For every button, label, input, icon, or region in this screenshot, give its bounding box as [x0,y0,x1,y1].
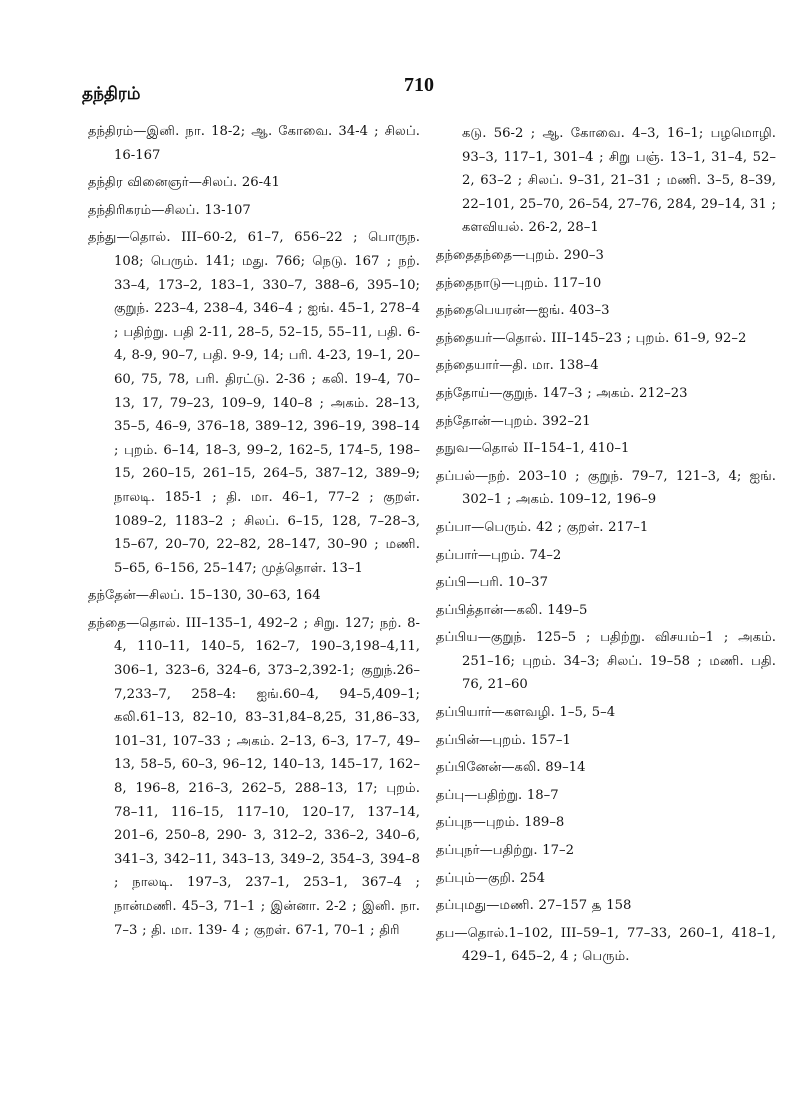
running-head: தந்திரம் [82,84,141,104]
index-entry: தப்பல்—நற். 203–10 ; குறுந். 79–7, 121–3, 4; ஐங். 302–1 ; அகம். 109–12, 196–9 [436,468,776,508]
index-entry: தந்தோன்—புறம். 392–21 [436,413,591,429]
index-entry: தப்பித்தான்—கலி. 149–5 [436,602,588,618]
index-entry: தப்பார்—புறம். 74–2 [436,547,562,563]
index-entry: தந்தேன்—சிலப். 15–130, 30–63, 164 [88,588,321,604]
index-entry: தப—தொல்.1–102, III–59–1, 77–33, 260–1, 418–1, 429–1, 645–2, 4 ; பெரும். [436,925,776,965]
index-entry-continuation: கடு. 56-2 ; ஆ. கோவை. 4–3, 16–1; பழமொழி. 93–3, 117–1, 301–4 ; சிறு பஞ். 13–1, 31–4, 52–2, 63–2 ; சிலப். 9–31, 21–31 ; மணி. 3–5, 8–39, 22–101, 25–70, 26–54, 27–76, 284, 29–14, 31 ; களவியல். 26-2, 28–1 [462,126,776,236]
index-entry: தப்பா—பெரும். 42 ; குறள். 217–1 [436,519,649,535]
index-entry: தப்புமது—மணி. 27–157 ௲ 158 [436,898,632,914]
index-entry: தப்பிய—குறுந். 125–5 ; பதிற்று. விசயம்–1 ; அகம். 251–16; புறம். 34–3; சிலப். 19–58 ; மணி. பதி. 76, 21–60 [436,630,776,693]
page-number: 710 [404,74,434,96]
index-entry: தப்பியார்—களவழி. 1–5, 5–4 [436,705,616,721]
left-column [88,120,420,946]
index-entry: தந்தையார்—தி. மா. 138–4 [436,358,599,374]
index-entry: தந்தை—தொல். III–135–1, 492–2 ; சிறு. 127; நற். 8-4, 110–11, 140–5, 162–7, 190–3,198–4,11, 306–1, 323–6, 324–6, 373–2,392-1; குறுந்.26–7,233–7, 258–4: ஐங்.60–4, 94–5,409–1; கலி.61–13, 82–10, 83–31,84–8,25, 31,86–33, 101–31, 107–33 ; அகம். 2–13, 6–3, 17–7, 49–13, 58–5, 60–3, 96–12, 140–13, 145–17, 162–8, 196–8, 216–3, 262–5, 288–13, 17; புறம். 78–11, 116–15, 117–10, 120–17, 137–14, 201–6, 250–8, 290- 3, 312–2, 336–2, 340–6, 341–3, 342–11, 343–13, 349–2, 354–3, 394–8 ; நாலடி. 197–3, 237–1, 253–1, 367–4 ; நான்மணி. 45–3, 71–1 ; இன்னா. 2-2 ; இனி. நா. 7–3 ; தி. மா. 139- 4 ; குறள். 67-1, 70–1 ; திரி [88,615,420,938]
index-entry: தந்தையர்—தொல். III–145–23 ; புறம். 61–9, 92–2 [436,330,747,346]
index-entry: தந்திரம்—இனி. நா. 18-2; ஆ. கோவை. 34-4 ; சிலப். 16-167 [88,124,420,163]
right-column [436,122,776,973]
index-entry: தநுவ—தொல் II–154–1, 410–1 [436,441,630,457]
index-entry: தப்புந—புறம். 189–8 [436,815,565,831]
index-entry: தந்தோய்—குறுந். 147–3 ; அகம். 212–23 [436,385,688,401]
index-entry: தந்தைபெயரன்—ஐங். 403–3 [436,303,610,319]
index-entry: தந்தைநாடு—புறம். 117–10 [436,275,602,291]
index-entry: தப்பும்—குறி. 254 [436,870,546,886]
index-entry: தப்பின்—புறம். 157–1 [436,732,571,748]
index-entry: தப்பு—பதிற்று. 18–7 [436,787,559,803]
page-header [0,0,800,104]
index-entry: தப்புநர்—பதிற்று. 17–2 [436,843,575,859]
index-entry: தப்பி—பரி. 10–37 [436,575,548,591]
index-entry: தந்திரிகரம்—சிலப். 13-107 [88,202,251,218]
index-entry: தந்தைதந்தை—புறம். 290–3 [436,247,604,263]
index-entry: தந்து—தொல். III–60-2, 61–7, 656–22 ; பொருந. 108; பெரும். 141; மது. 766; நெடு. 167 ; நற். 33–4, 173–2, 183–1, 330–7, 388–6, 395–10; குறுந். 223–4, 238–4, 346–4 ; ஐங். 45–1, 278–4 ; பதிற்று. பதி 2-11, 28–5, 52–15, 55–11, பதி. 6-4, 8-9, 90–7, பதி. 9-9, 14; பரி. 4-23, 19–1, 20–60, 75, 78, பரி. திரட்டு. 2-36 ; கலி. 19–4, 70–13, 17, 79–23, 109–9, 140–8 ; அகம். 28–13, 35–5, 46–9, 376–18, 389–12, 396–19, 398–14 ; புறம். 6–14, 18–3, 99–2, 162–5, 174–5, 198–15, 260–15, 261–15, 264–5, 387–12, 389–9; நாலடி. 185-1 ; தி. மா. 46–1, 77–2 ; குறள். 1089–2, 1183–2 ; சிலப். 6–15, 128, 7–28–3, 15–67, 20–70, 22–82, 28–147, 30–90 ; மணி. 5–65, 6–156, 25–147; முத்தொள். 13–1 [88,230,420,576]
index-entry: தப்பினேன்—கலி. 89–14 [436,760,586,776]
index-entry: தந்திர வினைஞர்—சிலப். 26-41 [88,175,280,191]
